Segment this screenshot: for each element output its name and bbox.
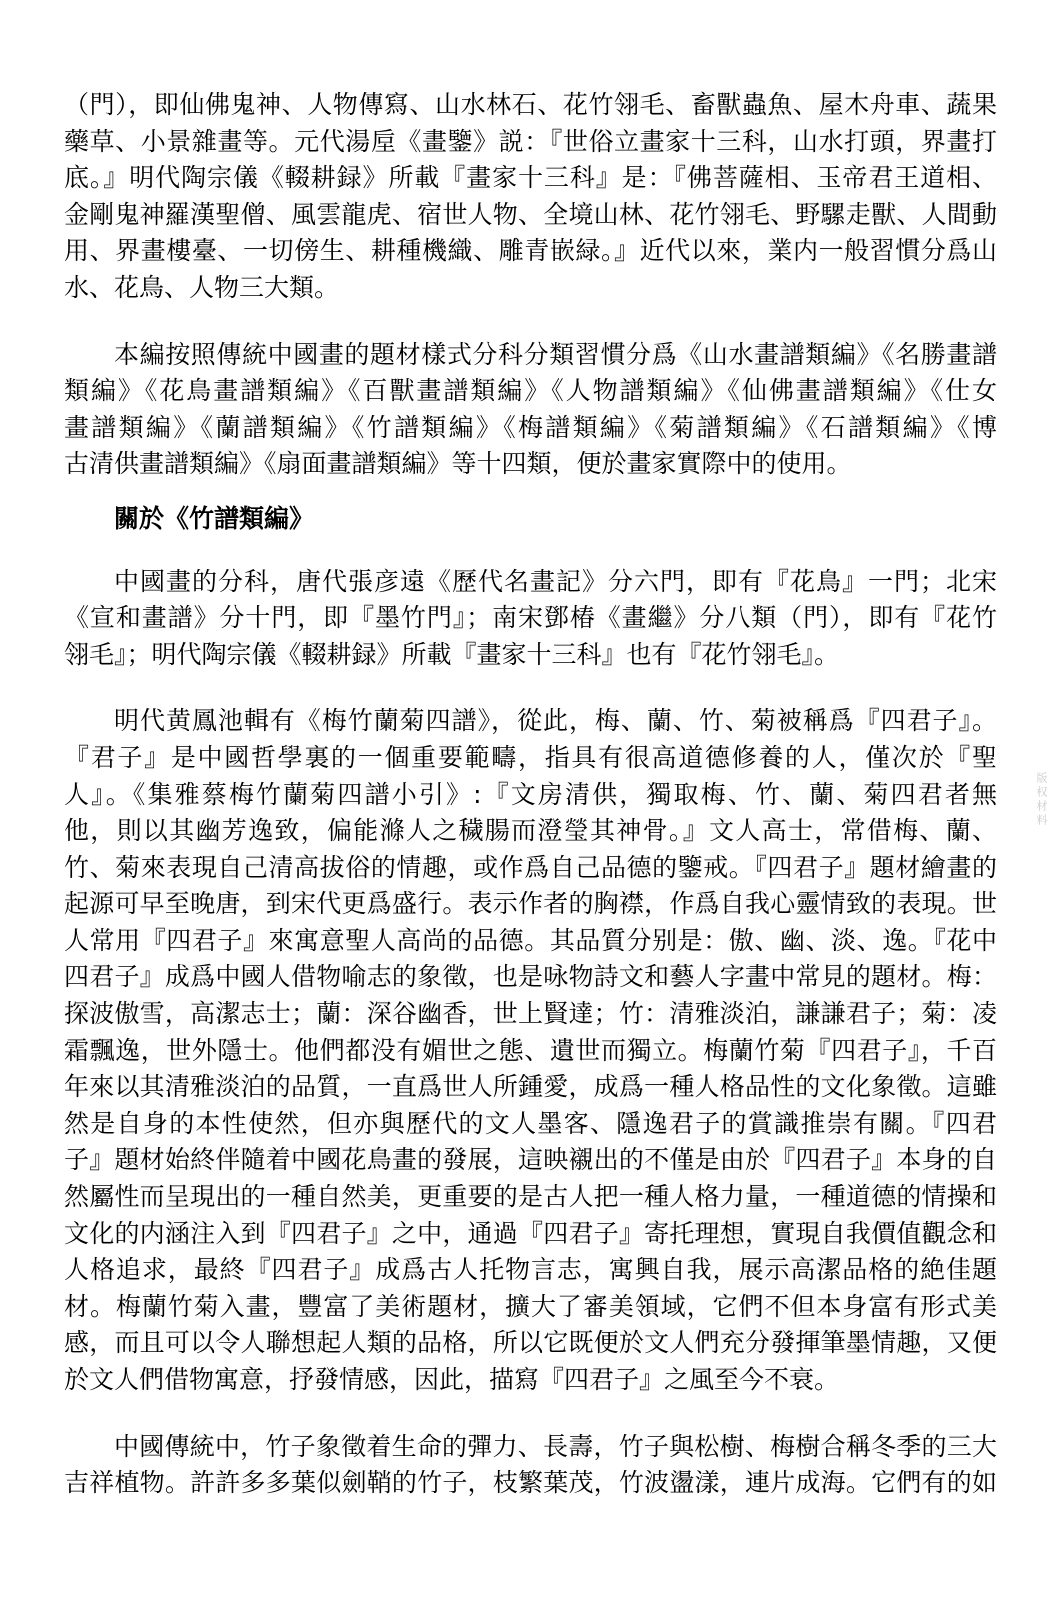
text-line: 感，而且可以令人聯想起人類的品格，所以它既便於文人們充分發揮筆墨情趣，又便 [64, 1328, 997, 1358]
text-line: 底。』明代陶宗儀《輟耕録》所載『畫家十三科』是：『佛菩薩相、玉帝君王道相、 [64, 163, 997, 193]
text-line: 人格追求，最終『四君子』成爲古人托物言志，寓興自我，展示高潔品格的絶佳題 [64, 1255, 997, 1285]
text-line: 古清供畫譜類編》《扇面畫譜類編》等十四類，便於畫家實際中的使用。 [64, 449, 852, 479]
text-line: 起源可早至晚唐，到宋代更爲盛行。表示作者的胸襟，作爲自我心靈情致的表現。世 [64, 889, 997, 919]
body-paragraph [64, 337, 997, 483]
text-line: 四君子』成爲中國人借物喻志的象徵，也是咏物詩文和藝人字畫中常見的題材。梅： [64, 962, 997, 992]
text-line: 藥草、小景雜畫等。元代湯垕《畫鑒》説：『世俗立畫家十三科，山水打頭，界畫打 [64, 126, 997, 156]
watermark-copyright: 版权材料 [1035, 772, 1048, 828]
text-line: 明代黄鳳池輯有《梅竹蘭菊四譜》，從此，梅、蘭、竹、菊被稱爲『四君子』。 [114, 706, 997, 736]
text-line: 年來以其清雅淡泊的品質，一直爲世人所鍾愛，成爲一種人格品性的文化象徵。這雖 [64, 1072, 997, 1102]
text-line: 用、界畫樓臺、一切傍生、耕種機織、雕青嵌緑。』近代以來，業内一般習慣分爲山 [64, 236, 997, 266]
document-body [64, 87, 997, 1532]
text-line: （門），即仙佛鬼神、人物傳寫、山水林石、花竹翎毛、畜獸蟲魚、屋木舟車、蔬果 [64, 90, 997, 119]
text-line: 他，則以其幽芳逸致，偏能滌人之穢腸而澄瑩其神骨。』文人高士，常借梅、蘭、 [64, 816, 997, 846]
text-line: 吉祥植物。許許多多葉似劍鞘的竹子，枝繁葉茂，竹波盪漾，連片成海。它們有的如 [64, 1468, 997, 1498]
text-line: 畫譜類編》《蘭譜類編》《竹譜類編》《梅譜類編》《菊譜類編》《石譜類編》《博 [64, 412, 997, 442]
text-line: 材。梅蘭竹菊入畫，豐富了美術題材，擴大了審美領域，它們不但本身富有形式美 [64, 1291, 997, 1321]
text-line: 文化的内涵注入到『四君子』之中，通過『四君子』寄托理想，實現自我價值觀念和 [64, 1218, 997, 1248]
text-line: 關於《竹譜類編》 [114, 503, 315, 533]
text-line: 於文人們借物寓意，抒發情感，因此，描寫『四君子』之風至今不衰。 [64, 1365, 840, 1394]
text-line: 竹、菊來表現自己清高拔俗的情趣，或作爲自己品德的鑒戒。『四君子』題材繪畫的 [64, 852, 997, 882]
text-line: 中國傳統中，竹子象徵着生命的彈力、長壽，竹子與松樹、梅樹合稱冬季的三大 [114, 1431, 997, 1461]
text-line: 中國畫的分科，唐代張彦遠《歷代名畫記》分六門，即有『花鳥』一門；北宋 [114, 566, 997, 596]
text-line: 『君子』是中國哲學裏的一個重要範疇，指具有很高道德修養的人，僅次於『聖 [64, 742, 997, 772]
text-line: 水、花鳥、人物三大類。 [64, 272, 340, 302]
text-line: 探波傲雪，高潔志士；蘭：深谷幽香，世上賢達；竹：清雅淡泊，謙謙君子；菊：凌 [64, 999, 997, 1029]
text-line: 本編按照傳統中國畫的題材樣式分科分類習慣分爲《山水畫譜類編》《名勝畫譜 [114, 339, 997, 369]
text-line: 然是自身的本性使然，但亦與歷代的文人墨客、隱逸君子的賞識推崇有關。『四君 [64, 1108, 997, 1138]
text-line: 類編》《花鳥畫譜類編》《百獸畫譜類編》《人物譜類編》《仙佛畫譜類編》《仕女 [64, 376, 997, 406]
text-line: 人常用『四君子』來寓意聖人高尚的品德。其品質分别是：傲、幽、淡、逸。『花中 [64, 925, 997, 955]
text-line: 子』題材始終伴隨着中國花鳥畫的發展，這映襯出的不僅是由於『四君子』本身的自 [64, 1145, 997, 1175]
text-line: 然屬性而呈現出的一種自然美，更重要的是古人把一種人格力量，一種道德的情操和 [64, 1182, 997, 1212]
body-paragraph [64, 1429, 997, 1502]
text-line: 金剛鬼神羅漢聖僧、風雲龍虎、宿世人物、全境山林、花竹翎毛、野騾走獸、人間動 [64, 199, 997, 229]
text-line: 《宣和畫譜》分十門，即『墨竹門』；南宋鄧椿《畫繼》分八類（門），即有『花竹 [64, 603, 997, 633]
body-paragraph [64, 703, 997, 1398]
body-paragraph [64, 564, 997, 674]
section-heading [64, 501, 997, 538]
text-line: 人』。《集雅蔡梅竹蘭菊四譜小引》:『文房清供，獨取梅、竹、蘭、菊四君者無 [64, 779, 997, 809]
text-line: 翎毛』；明代陶宗儀《輟耕録》所載『畫家十三科』也有『花竹翎毛』。 [64, 639, 840, 669]
body-paragraph [64, 87, 997, 307]
text-line: 霜飄逸，世外隱士。他們都没有媚世之態、遺世而獨立。梅蘭竹菊『四君子』，千百 [64, 1035, 997, 1065]
